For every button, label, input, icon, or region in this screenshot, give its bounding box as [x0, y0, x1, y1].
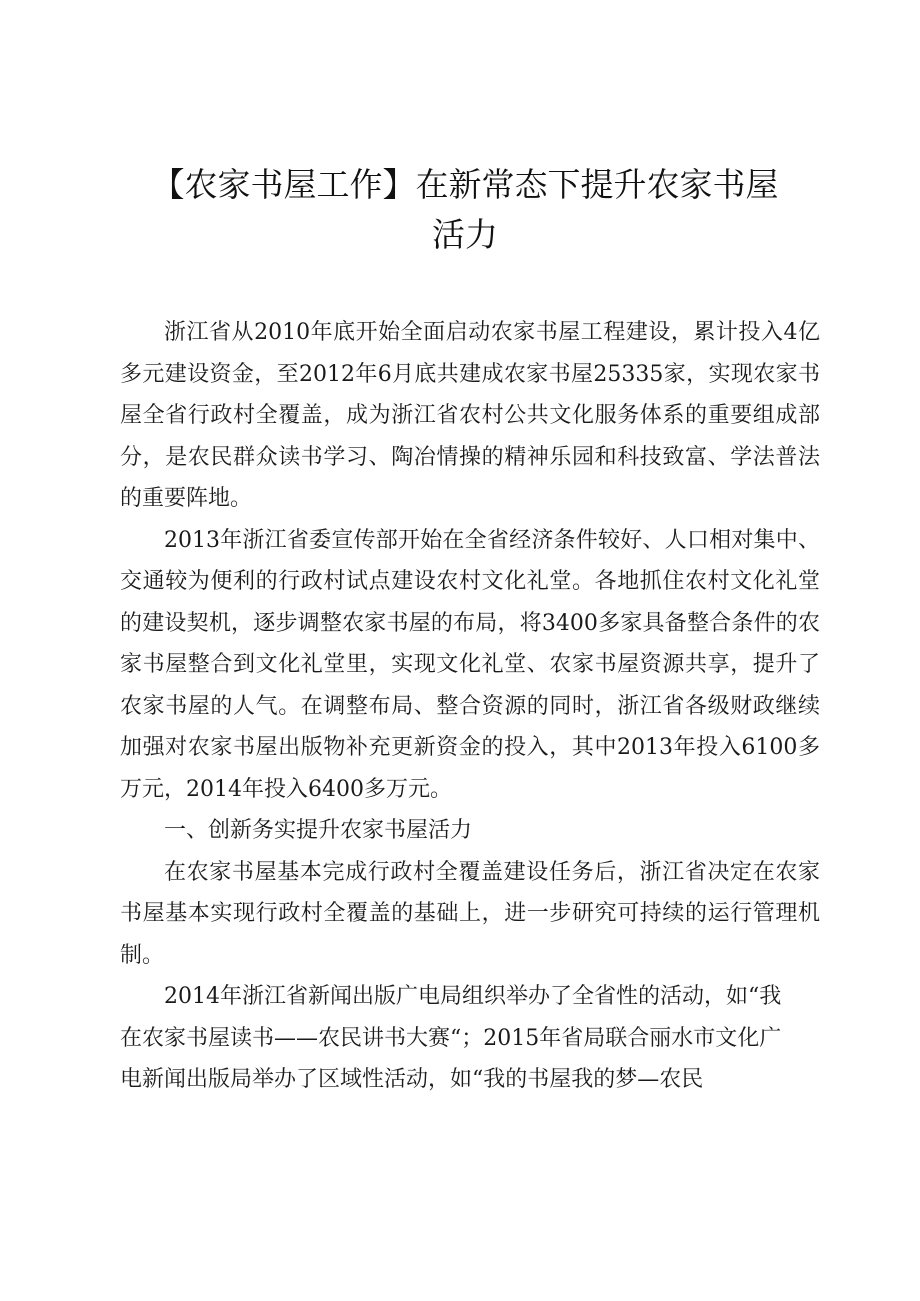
document-title: 【农家书屋工作】在新常态下提升农家书屋活力: [151, 165, 779, 254]
section-heading: 一、创新务实提升农家书屋活力: [164, 818, 473, 843]
paragraph-2: 2013年浙江省委宣传部开始在全省经济条件较好、人口相对集中、交通较为便利的行政村试点建设农村文化礼堂。各地抓住农村文化礼堂的建设契机，逐步调整农家书屋的布局，将3400多家具备整合条件的农家书屋整合到文化礼堂里，实现文化礼堂、农家书屋资源共享，提升了农家书屋的人气。在调整布局、整合资源的同时，浙江省各级财政继续加强对农家书屋出版物补充更新资金的投入，其中2013年投入6100多万元，2014年投入6400多万元。: [120, 527, 820, 802]
paragraph-4: 2014年浙江省新闻出版广电局组织举办了全省性的活动，如“我在农家书屋读书——农民讲书大赛“；2015年省局联合丽水市文化广电新闻出版局举办了区域性活动，如“我的书屋我的梦—农民: [120, 984, 782, 1092]
document-body: [120, 312, 820, 1101]
paragraph-1: 浙江省从2010年底开始全面启动农家书屋工程建设，累计投入4亿多元建设资金，至2012年6月底共建成农家书屋25335家，实现农家书屋全省行政村全覆盖，成为浙江省农村公共文化服务体系的重要组成部分，是农民群众读书学习、陶冶情操的精神乐园和科技致富、学法普法的重要阵地。: [120, 320, 820, 511]
paragraph-3: 在农家书屋基本完成行政村全覆盖建设任务后，浙江省决定在农家书屋基本实现行政村全覆盖的基础上，进一步研究可持续的运行管理机制。: [120, 859, 820, 968]
